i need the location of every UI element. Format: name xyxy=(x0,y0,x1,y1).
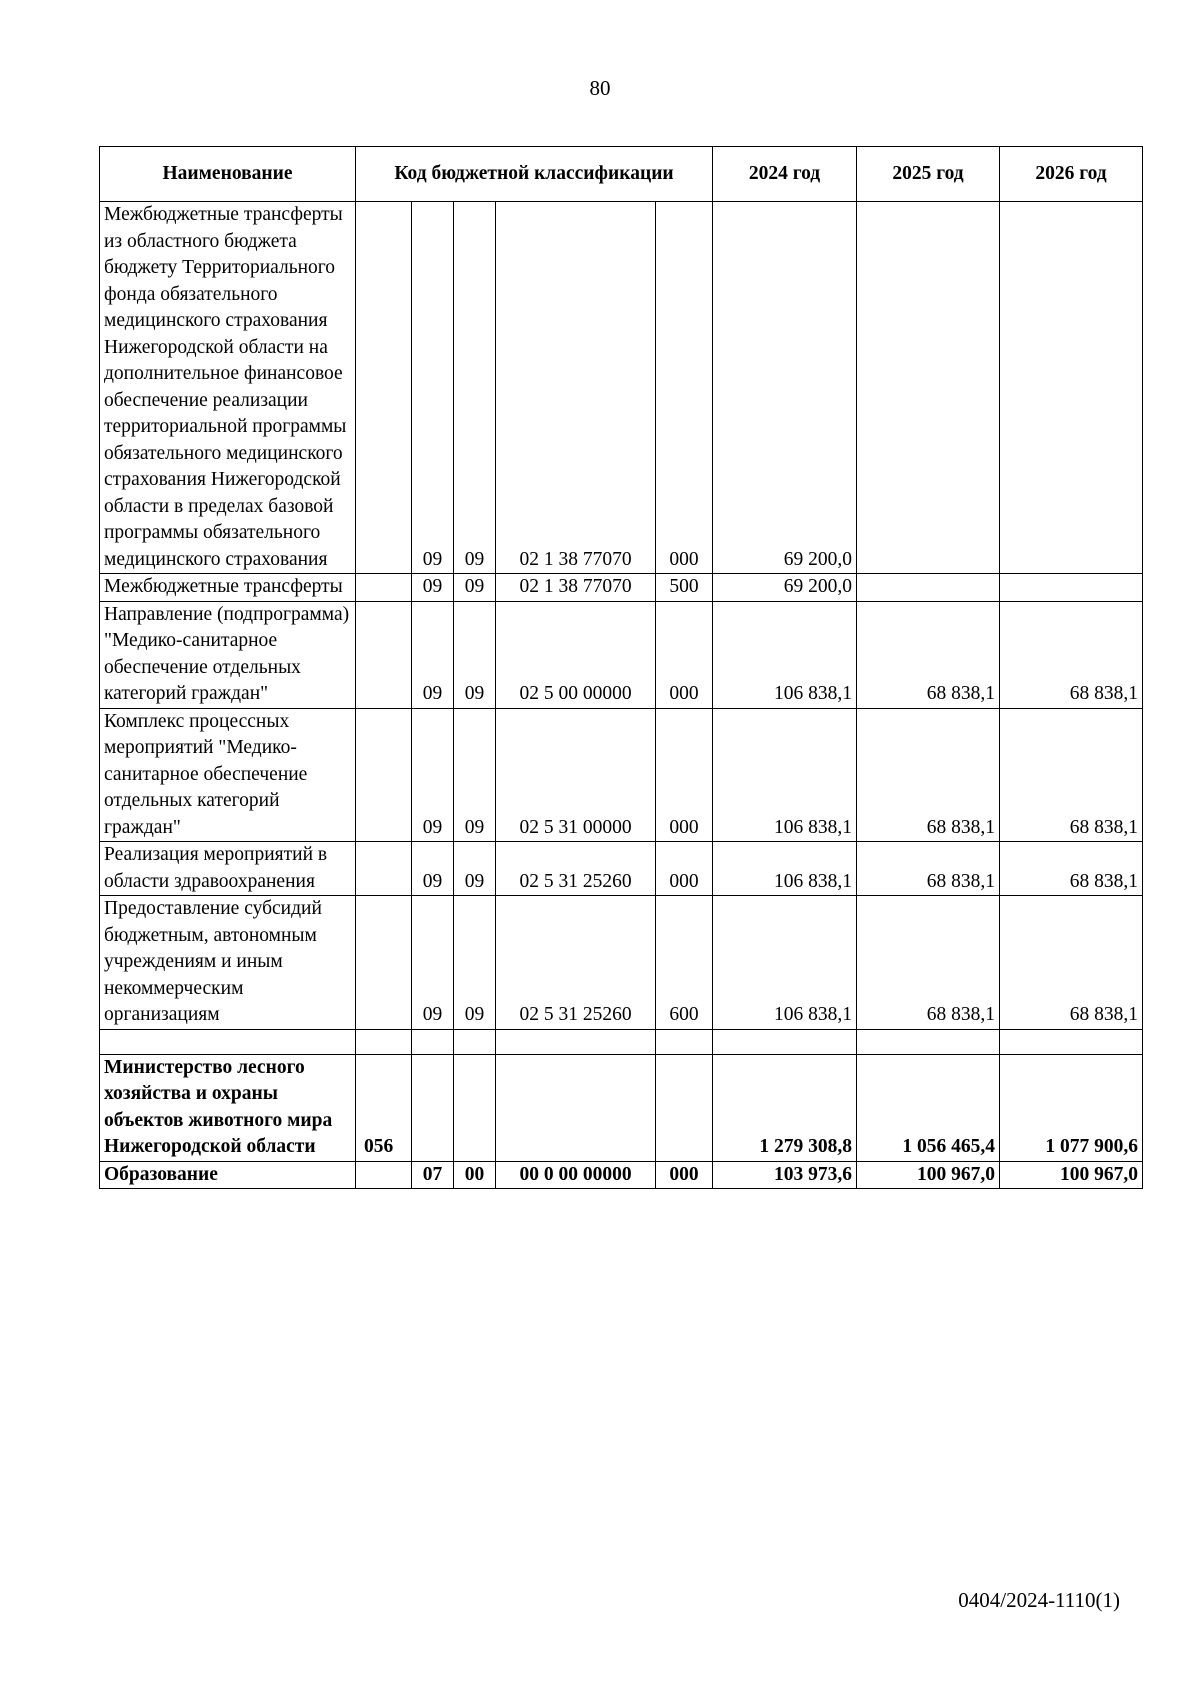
row-gr xyxy=(356,842,412,896)
row-2025 xyxy=(857,574,1000,602)
empty-cell xyxy=(454,1029,496,1054)
row-rz xyxy=(412,1054,454,1161)
table-row xyxy=(100,601,1143,708)
empty-row xyxy=(100,1029,1143,1054)
row-csr: 00 0 00 00000 xyxy=(496,1161,656,1189)
row-name: Комплекс процессных мероприятий "Медико-санитарное обеспечение отдельных категорий граждан" xyxy=(100,708,356,842)
row-name: Направление (подпрограмма) "Медико-санитарное обеспечение отдельных категорий граждан" xyxy=(100,601,356,708)
row-csr: 02 5 31 25260 xyxy=(496,842,656,896)
row-vr: 000 xyxy=(656,842,713,896)
empty-cell xyxy=(713,1029,857,1054)
row-vr: 000 xyxy=(656,202,713,574)
row-pr: 09 xyxy=(454,601,496,708)
row-2026: 100 967,0 xyxy=(1000,1161,1143,1189)
empty-cell xyxy=(356,1029,412,1054)
row-pr: 09 xyxy=(454,896,496,1030)
row-csr: 02 1 38 77070 xyxy=(496,202,656,574)
row-2024: 106 838,1 xyxy=(713,896,857,1030)
row-2026: 68 838,1 xyxy=(1000,708,1143,842)
row-2026: 68 838,1 xyxy=(1000,896,1143,1030)
row-2025: 68 838,1 xyxy=(857,896,1000,1030)
row-rz: 09 xyxy=(412,601,454,708)
row-2024: 69 200,0 xyxy=(713,202,857,574)
row-2026: 1 077 900,6 xyxy=(1000,1054,1143,1161)
empty-cell xyxy=(1000,1029,1143,1054)
row-gr xyxy=(356,896,412,1030)
table-row xyxy=(100,1161,1143,1189)
table-row xyxy=(100,574,1143,602)
row-gr xyxy=(356,708,412,842)
row-vr: 000 xyxy=(656,708,713,842)
header-2026: 2026 год xyxy=(1000,147,1143,202)
row-gr: 056 xyxy=(356,1054,412,1161)
row-vr xyxy=(656,1054,713,1161)
row-rz: 09 xyxy=(412,842,454,896)
header-code: Код бюджетной классификации xyxy=(356,147,713,202)
row-name: Образование xyxy=(100,1161,356,1189)
budget-table xyxy=(99,146,1143,1189)
row-name: Реализация мероприятий в области здравоохранения xyxy=(100,842,356,896)
row-2026 xyxy=(1000,202,1143,574)
row-csr: 02 5 31 00000 xyxy=(496,708,656,842)
page-number: 80 xyxy=(589,76,611,100)
row-name: Межбюджетные трансферты из областного бюджета бюджету Территориального фонда обязательного медицинского страхования Нижегородской области на дополнительное финансовое обеспечение реализации территориальной программы обязательного медицинского страхования Нижегородской области в пределах базовой программы обязательного медицинского страхования xyxy=(100,202,356,574)
row-pr: 09 xyxy=(454,708,496,842)
row-2024: 106 838,1 xyxy=(713,601,857,708)
row-2024: 106 838,1 xyxy=(713,842,857,896)
row-rz: 09 xyxy=(412,202,454,574)
row-2025: 68 838,1 xyxy=(857,842,1000,896)
row-gr xyxy=(356,601,412,708)
row-2026: 68 838,1 xyxy=(1000,842,1143,896)
row-csr: 02 5 31 25260 xyxy=(496,896,656,1030)
table-row xyxy=(100,1054,1143,1161)
row-gr xyxy=(356,574,412,602)
table-row xyxy=(100,202,1143,574)
row-vr: 600 xyxy=(656,896,713,1030)
row-2026: 68 838,1 xyxy=(1000,601,1143,708)
row-vr: 000 xyxy=(656,1161,713,1189)
row-csr: 02 1 38 77070 xyxy=(496,574,656,602)
row-2025: 68 838,1 xyxy=(857,708,1000,842)
table-row xyxy=(100,896,1143,1030)
row-pr xyxy=(454,1054,496,1161)
row-csr: 02 5 00 00000 xyxy=(496,601,656,708)
row-2025 xyxy=(857,202,1000,574)
row-vr: 500 xyxy=(656,574,713,602)
row-pr: 00 xyxy=(454,1161,496,1189)
header-2025: 2025 год xyxy=(857,147,1000,202)
row-name: Министерство лесного хозяйства и охраны объектов животного мира Нижегородской области xyxy=(100,1054,356,1161)
row-rz: 09 xyxy=(412,896,454,1030)
row-2024: 69 200,0 xyxy=(713,574,857,602)
row-2025: 68 838,1 xyxy=(857,601,1000,708)
header-name: Наименование xyxy=(100,147,356,202)
row-name: Предоставление субсидий бюджетным, автономным учреждениям и иным некоммерческим организациям xyxy=(100,896,356,1030)
table-row xyxy=(100,708,1143,842)
row-pr: 09 xyxy=(454,842,496,896)
row-2026 xyxy=(1000,574,1143,602)
document-code: 0404/2024-1110(1) xyxy=(958,1588,1120,1612)
table-row xyxy=(100,842,1143,896)
row-vr: 000 xyxy=(656,601,713,708)
row-pr: 09 xyxy=(454,202,496,574)
empty-cell xyxy=(656,1029,713,1054)
empty-cell xyxy=(857,1029,1000,1054)
row-2024: 106 838,1 xyxy=(713,708,857,842)
row-2024: 103 973,6 xyxy=(713,1161,857,1189)
row-rz: 09 xyxy=(412,708,454,842)
row-rz: 07 xyxy=(412,1161,454,1189)
row-gr xyxy=(356,1161,412,1189)
empty-cell xyxy=(412,1029,454,1054)
row-pr: 09 xyxy=(454,574,496,602)
row-2025: 1 056 465,4 xyxy=(857,1054,1000,1161)
row-rz: 09 xyxy=(412,574,454,602)
row-csr xyxy=(496,1054,656,1161)
row-2024: 1 279 308,8 xyxy=(713,1054,857,1161)
row-gr xyxy=(356,202,412,574)
table-header-row xyxy=(100,147,1143,202)
empty-cell xyxy=(496,1029,656,1054)
row-name: Межбюджетные трансферты xyxy=(100,574,356,602)
header-2024: 2024 год xyxy=(713,147,857,202)
row-2025: 100 967,0 xyxy=(857,1161,1000,1189)
empty-cell xyxy=(100,1029,356,1054)
